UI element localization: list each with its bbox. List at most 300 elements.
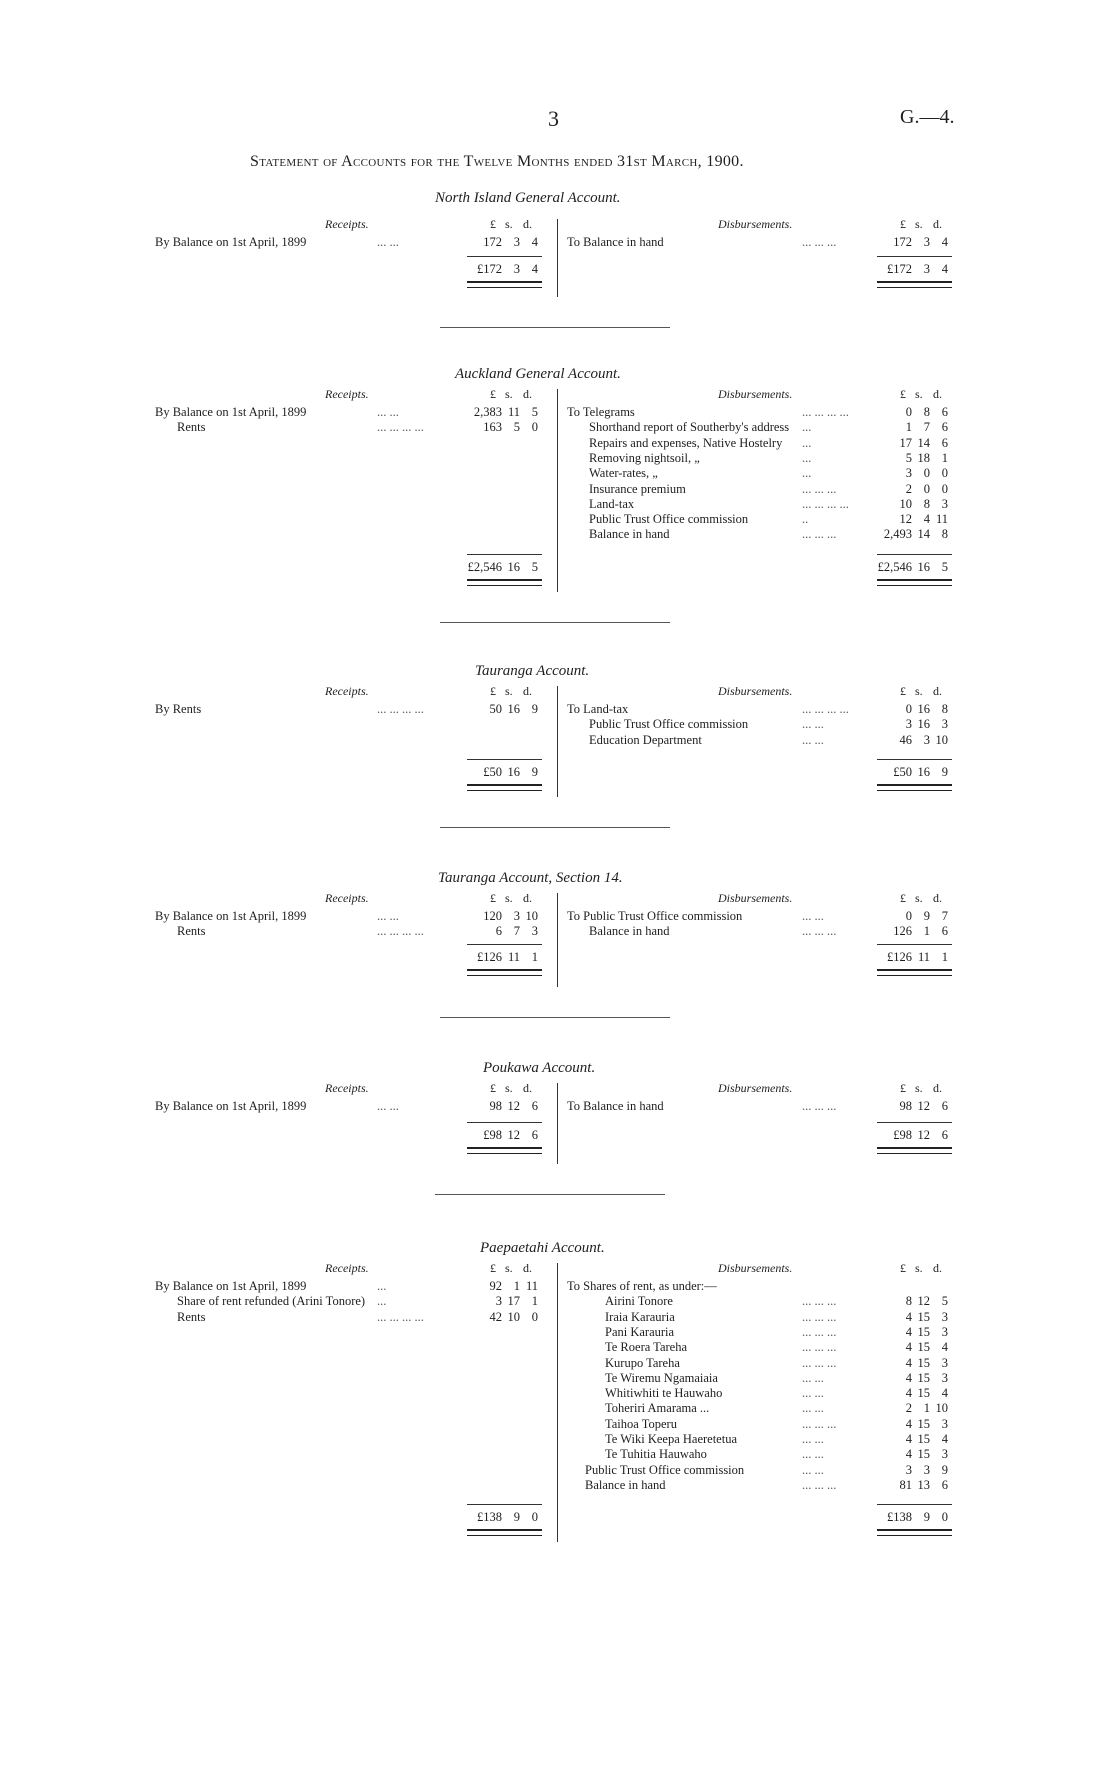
shillings-value: 14 bbox=[917, 435, 930, 450]
disbursements-pence-header: d. bbox=[933, 891, 942, 905]
disbursements-pound-header: £ bbox=[900, 217, 906, 231]
receipt-label: By Balance on 1st April, 1899 bbox=[155, 909, 307, 923]
disbursements-total-rule bbox=[877, 759, 952, 760]
shillings-value: 15 bbox=[917, 1447, 930, 1462]
disbursements-total-double-rule bbox=[877, 1147, 952, 1154]
disbursement-leader-dots: ... ... ... bbox=[802, 481, 837, 496]
disbursement-leader-dots: ... bbox=[802, 435, 812, 450]
disbursements-pence-header: d. bbox=[933, 1081, 942, 1095]
pounds-value: 5 bbox=[905, 450, 912, 465]
column-divider bbox=[557, 389, 558, 592]
pence-value: 9 bbox=[941, 765, 948, 779]
shillings-value: 7 bbox=[923, 420, 930, 435]
disbursement-label: Public Trust Office commission bbox=[585, 1462, 745, 1477]
disbursement-amount bbox=[872, 482, 948, 497]
pence-value: 4 bbox=[941, 1340, 948, 1355]
disbursement-leader-dots: ... ... ... bbox=[802, 1477, 837, 1492]
pounds-value: 120 bbox=[483, 909, 502, 923]
disbursement-label: Whitiwhiti te Hauwaho bbox=[605, 1386, 723, 1401]
receipts-header: Receipts. bbox=[325, 217, 369, 231]
disbursement-label: Land-tax bbox=[589, 496, 635, 511]
shillings-value: 17 bbox=[507, 1294, 520, 1309]
receipt-label: By Balance on 1st April, 1899 bbox=[155, 405, 307, 419]
receipts-total-double-rule bbox=[467, 1147, 542, 1154]
column-divider bbox=[557, 893, 558, 987]
shillings-value: 15 bbox=[917, 1416, 930, 1431]
shillings-value: 3 bbox=[513, 909, 520, 923]
pounds-value: 2 bbox=[905, 481, 912, 496]
pence-value: 3 bbox=[941, 496, 948, 511]
shillings-value: 11 bbox=[917, 950, 930, 964]
pence-value: 6 bbox=[941, 1099, 948, 1113]
disbursement-leader-dots: ... ... ... bbox=[802, 1416, 837, 1431]
disbursement-label: Iraia Karauria bbox=[605, 1309, 675, 1324]
receipts-shilling-header: s. bbox=[505, 387, 513, 401]
disbursement-amount bbox=[872, 451, 948, 466]
pence-value: 0 bbox=[531, 1510, 538, 1524]
statement-title: Statement of Accounts for the Twelve Months ended 31st March, 1900. bbox=[250, 153, 744, 170]
disbursement-label: Airini Tonore bbox=[605, 1294, 673, 1309]
pounds-value: £50 bbox=[893, 765, 912, 779]
shillings-value: 15 bbox=[917, 1386, 930, 1401]
disbursement-amount bbox=[872, 466, 948, 481]
disbursement-leader-dots: ... ... ... bbox=[802, 924, 837, 939]
disbursement-leader-dots: ... ... bbox=[802, 1370, 824, 1385]
disbursement-amount bbox=[872, 1340, 948, 1355]
disbursement-leader-dots: ... ... ... bbox=[802, 1099, 837, 1113]
pounds-value: 12 bbox=[899, 512, 912, 527]
receipts-total bbox=[462, 950, 538, 965]
shillings-value: 15 bbox=[917, 1324, 930, 1339]
receipts-pound-header: £ bbox=[490, 1261, 496, 1275]
pounds-value: 10 bbox=[899, 496, 912, 511]
disbursement-amount bbox=[872, 420, 948, 435]
pence-value: 0 bbox=[941, 1510, 948, 1524]
shillings-value: 18 bbox=[917, 450, 930, 465]
disbursement-amount bbox=[872, 1356, 948, 1371]
pounds-value: 0 bbox=[905, 702, 912, 716]
disbursement-amount bbox=[872, 1478, 948, 1493]
pence-value: 10 bbox=[935, 732, 948, 747]
disbursement-amount bbox=[872, 1371, 948, 1386]
pence-value: 1 bbox=[531, 1294, 538, 1309]
disbursement-leader-dots: ... ... bbox=[802, 1432, 824, 1446]
pounds-value: 4 bbox=[905, 1355, 912, 1370]
shillings-value: 15 bbox=[917, 1432, 930, 1446]
shillings-value: 3 bbox=[923, 1462, 930, 1477]
pounds-value: 4 bbox=[905, 1309, 912, 1324]
shillings-value: 8 bbox=[923, 405, 930, 419]
receipt-label: By Balance on 1st April, 1899 bbox=[155, 1279, 307, 1293]
disbursement-amount bbox=[872, 1310, 948, 1325]
disbursement-leader-dots: ... ... bbox=[802, 717, 824, 732]
receipt-amount bbox=[462, 1279, 538, 1294]
receipt-amount bbox=[462, 909, 538, 924]
pence-value: 6 bbox=[531, 1128, 538, 1142]
disbursements-pence-header: d. bbox=[933, 387, 942, 401]
pounds-value: £98 bbox=[893, 1128, 912, 1142]
shillings-value: 12 bbox=[917, 1099, 930, 1113]
pence-value: 9 bbox=[941, 1462, 948, 1477]
pounds-value: 3 bbox=[905, 466, 912, 481]
shillings-value: 16 bbox=[917, 765, 930, 779]
disbursement-label: Education Department bbox=[589, 732, 702, 747]
pence-value: 6 bbox=[941, 405, 948, 419]
receipts-total bbox=[462, 560, 538, 575]
disbursement-label: Toheriri Amarama ... bbox=[605, 1401, 710, 1416]
section-separator bbox=[440, 622, 670, 623]
receipts-pence-header: d. bbox=[523, 891, 532, 905]
pence-value: 3 bbox=[941, 1370, 948, 1385]
disbursement-label: Pani Karauria bbox=[605, 1324, 675, 1339]
disbursement-amount bbox=[872, 1401, 948, 1416]
disbursement-label: Removing nightsoil, „ bbox=[589, 450, 700, 465]
receipt-amount bbox=[462, 420, 538, 435]
receipts-pence-header: d. bbox=[523, 217, 532, 231]
disbursement-label: To Telegrams bbox=[567, 405, 635, 419]
pounds-value: 172 bbox=[893, 235, 912, 249]
account-title: Paepaetahi Account. bbox=[480, 1240, 605, 1256]
pence-value: 3 bbox=[531, 924, 538, 939]
disbursement-label: Balance in hand bbox=[589, 527, 670, 542]
disbursement-amount bbox=[872, 497, 948, 512]
receipts-total bbox=[462, 262, 538, 277]
shillings-value: 3 bbox=[513, 262, 520, 276]
disbursements-pound-header: £ bbox=[900, 684, 906, 698]
disbursement-leader-dots: ... bbox=[802, 450, 812, 465]
disbursement-label: Te Wiremu Ngamaiaia bbox=[605, 1370, 718, 1385]
pounds-value: £172 bbox=[887, 262, 912, 276]
disbursements-total-rule bbox=[877, 944, 952, 945]
receipt-leader-dots: ... bbox=[377, 1294, 387, 1309]
pounds-value: £126 bbox=[887, 950, 912, 964]
receipt-leader-dots: ... ... ... ... bbox=[377, 924, 424, 939]
pounds-value: 0 bbox=[905, 405, 912, 419]
receipts-total-double-rule bbox=[467, 579, 542, 586]
receipts-total-rule bbox=[467, 1504, 542, 1505]
pounds-value: 2 bbox=[905, 1401, 912, 1416]
disbursements-pound-header: £ bbox=[900, 891, 906, 905]
disbursements-shilling-header: s. bbox=[915, 217, 923, 231]
disbursement-amount bbox=[872, 512, 948, 527]
disbursement-leader-dots: ... ... bbox=[802, 1462, 824, 1477]
pence-value: 9 bbox=[531, 765, 538, 779]
account-title: North Island General Account. bbox=[435, 190, 621, 206]
shillings-value: 11 bbox=[507, 950, 520, 964]
pounds-value: 3 bbox=[905, 1462, 912, 1477]
disbursements-total-rule bbox=[877, 1122, 952, 1123]
pounds-value: 6 bbox=[495, 924, 502, 939]
receipt-amount bbox=[462, 1099, 538, 1114]
pounds-value: 4 bbox=[905, 1324, 912, 1339]
disbursement-label: Balance in hand bbox=[585, 1477, 666, 1492]
disbursement-label: Insurance premium bbox=[589, 481, 686, 496]
disbursement-leader-dots: ... ... ... bbox=[802, 527, 837, 542]
disbursement-amount bbox=[872, 1099, 948, 1114]
disbursements-header: Disbursements. bbox=[718, 684, 793, 698]
receipt-amount bbox=[462, 702, 538, 717]
disbursement-label: To Balance in hand bbox=[567, 235, 664, 249]
receipt-amount bbox=[462, 235, 538, 250]
pounds-value: 81 bbox=[899, 1477, 912, 1492]
pence-value: 3 bbox=[941, 717, 948, 732]
pounds-value: 92 bbox=[489, 1279, 502, 1293]
receipts-total bbox=[462, 765, 538, 780]
pence-value: 4 bbox=[941, 235, 948, 249]
pounds-value: 8 bbox=[905, 1294, 912, 1309]
pence-value: 1 bbox=[941, 950, 948, 964]
receipt-leader-dots: ... ... ... ... bbox=[377, 702, 424, 716]
pence-value: 11 bbox=[525, 1279, 538, 1293]
account-title: Poukawa Account. bbox=[483, 1060, 596, 1076]
disbursement-leader-dots: ... ... ... ... bbox=[802, 496, 849, 511]
shillings-value: 12 bbox=[917, 1128, 930, 1142]
receipts-total-double-rule bbox=[467, 969, 542, 976]
shillings-value: 3 bbox=[923, 732, 930, 747]
shillings-value: 15 bbox=[917, 1355, 930, 1370]
receipts-total-rule bbox=[467, 256, 542, 257]
pence-value: 3 bbox=[941, 1324, 948, 1339]
disbursement-leader-dots: ... ... bbox=[802, 732, 824, 747]
shillings-value: 3 bbox=[923, 262, 930, 276]
disbursement-label: Kurupo Tareha bbox=[605, 1355, 680, 1370]
disbursements-header: Disbursements. bbox=[718, 891, 793, 905]
disbursement-label: To Land-tax bbox=[567, 702, 629, 716]
pounds-value: 126 bbox=[893, 924, 912, 939]
disbursement-amount bbox=[872, 405, 948, 420]
disbursement-label: Public Trust Office commission bbox=[589, 717, 749, 732]
disbursements-total bbox=[872, 1128, 948, 1143]
disbursement-amount bbox=[872, 924, 948, 939]
shillings-value: 16 bbox=[507, 702, 520, 716]
shillings-value: 12 bbox=[917, 1294, 930, 1309]
pounds-value: £138 bbox=[477, 1510, 502, 1524]
disbursement-amount bbox=[872, 717, 948, 732]
pence-value: 1 bbox=[531, 950, 538, 964]
shillings-value: 16 bbox=[507, 560, 520, 574]
disbursement-leader-dots: ... ... ... bbox=[802, 1340, 837, 1355]
disbursement-label: Public Trust Office commission bbox=[589, 512, 749, 527]
receipt-amount bbox=[462, 405, 538, 420]
column-divider bbox=[557, 1083, 558, 1164]
pounds-value: 1 bbox=[905, 420, 912, 435]
pence-value: 3 bbox=[941, 1309, 948, 1324]
pounds-value: £2,546 bbox=[877, 560, 912, 574]
pence-value: 3 bbox=[941, 1416, 948, 1431]
receipts-shilling-header: s. bbox=[505, 891, 513, 905]
disbursement-leader-dots: ... ... bbox=[802, 1401, 824, 1416]
shillings-value: 5 bbox=[513, 420, 520, 435]
account-title: Tauranga Account, Section 14. bbox=[438, 870, 623, 886]
disbursements-shilling-header: s. bbox=[915, 387, 923, 401]
section-separator bbox=[440, 327, 670, 328]
receipts-shilling-header: s. bbox=[505, 1081, 513, 1095]
disbursements-shilling-header: s. bbox=[915, 1081, 923, 1095]
disbursement-leader-dots: ... ... ... ... bbox=[802, 405, 849, 419]
receipt-leader-dots: ... ... bbox=[377, 405, 399, 419]
pounds-value: 98 bbox=[899, 1099, 912, 1113]
pence-value: 6 bbox=[941, 435, 948, 450]
disbursements-header: Disbursements. bbox=[718, 217, 793, 231]
receipts-shilling-header: s. bbox=[505, 217, 513, 231]
receipt-label: By Rents bbox=[155, 702, 202, 716]
receipts-pence-header: d. bbox=[523, 684, 532, 698]
receipt-leader-dots: ... ... ... ... bbox=[377, 1309, 424, 1324]
disbursement-label: To Public Trust Office commission bbox=[567, 909, 743, 923]
disbursements-header: Disbursements. bbox=[718, 1261, 793, 1275]
disbursement-leader-dots: ... ... ... bbox=[802, 1309, 837, 1324]
receipts-total bbox=[462, 1128, 538, 1143]
disbursement-leader-dots: ... bbox=[802, 420, 812, 435]
disbursement-amount bbox=[872, 235, 948, 250]
pence-value: 6 bbox=[941, 420, 948, 435]
disbursement-leader-dots: .. bbox=[802, 512, 809, 527]
disbursements-shilling-header: s. bbox=[915, 1261, 923, 1275]
disbursement-amount bbox=[872, 1386, 948, 1401]
pounds-value: 17 bbox=[899, 435, 912, 450]
disbursement-label: Te Tuhitia Hauwaho bbox=[605, 1447, 707, 1462]
pence-value: 6 bbox=[941, 1128, 948, 1142]
shillings-value: 14 bbox=[917, 527, 930, 542]
disbursement-label: To Balance in hand bbox=[567, 1099, 664, 1113]
disbursements-total-double-rule bbox=[877, 969, 952, 976]
disbursements-total-rule bbox=[877, 256, 952, 257]
disbursement-leader-dots: ... ... ... bbox=[802, 1324, 837, 1339]
account-title: Auckland General Account. bbox=[455, 366, 621, 382]
receipts-pence-header: d. bbox=[523, 387, 532, 401]
shillings-value: 7 bbox=[513, 924, 520, 939]
column-divider bbox=[557, 1263, 558, 1542]
disbursement-label: Te Wiki Keepa Haeretetua bbox=[605, 1432, 738, 1446]
pounds-value: 42 bbox=[489, 1309, 502, 1324]
receipt-label: Rents bbox=[177, 924, 206, 939]
pounds-value: 50 bbox=[489, 702, 502, 716]
document-reference: G.—4. bbox=[900, 106, 955, 128]
shillings-value: 16 bbox=[917, 702, 930, 716]
receipts-pound-header: £ bbox=[490, 684, 496, 698]
disbursement-leader-dots: ... ... ... bbox=[802, 235, 837, 249]
shillings-value: 0 bbox=[923, 481, 930, 496]
disbursement-leader-dots: ... ... bbox=[802, 909, 824, 923]
account-title: Tauranga Account. bbox=[475, 663, 590, 679]
shillings-value: 9 bbox=[923, 909, 930, 923]
receipts-total-rule bbox=[467, 759, 542, 760]
pence-value: 5 bbox=[941, 560, 948, 574]
disbursements-total-rule bbox=[877, 1504, 952, 1505]
disbursements-pence-header: d. bbox=[933, 1261, 942, 1275]
pounds-value: 98 bbox=[489, 1099, 502, 1113]
receipts-total-double-rule bbox=[467, 281, 542, 288]
pence-value: 0 bbox=[531, 420, 538, 435]
receipts-header: Receipts. bbox=[325, 1261, 369, 1275]
pounds-value: 2,493 bbox=[883, 527, 912, 542]
pence-value: 3 bbox=[941, 1355, 948, 1370]
pence-value: 9 bbox=[531, 702, 538, 716]
pounds-value: 172 bbox=[483, 235, 502, 249]
shillings-value: 11 bbox=[507, 405, 520, 419]
receipt-label: Rents bbox=[177, 1309, 206, 1324]
pounds-value: 3 bbox=[495, 1294, 502, 1309]
disbursements-pence-header: d. bbox=[933, 684, 942, 698]
pounds-value: 0 bbox=[905, 909, 912, 923]
pence-value: 10 bbox=[935, 1401, 948, 1416]
pence-value: 8 bbox=[941, 527, 948, 542]
pence-value: 7 bbox=[941, 909, 948, 923]
shillings-value: 12 bbox=[507, 1128, 520, 1142]
receipts-total-double-rule bbox=[467, 1529, 542, 1536]
pounds-value: 4 bbox=[905, 1340, 912, 1355]
shillings-value: 16 bbox=[917, 717, 930, 732]
disbursements-total bbox=[872, 765, 948, 780]
receipt-label: Share of rent refunded (Arini Tonore) bbox=[177, 1294, 366, 1309]
shillings-value: 16 bbox=[507, 765, 520, 779]
pounds-value: £126 bbox=[477, 950, 502, 964]
disbursements-shilling-header: s. bbox=[915, 891, 923, 905]
receipts-shilling-header: s. bbox=[505, 1261, 513, 1275]
receipt-leader-dots: ... ... ... ... bbox=[377, 420, 424, 435]
pence-value: 4 bbox=[941, 262, 948, 276]
receipts-header: Receipts. bbox=[325, 1081, 369, 1095]
disbursements-total bbox=[872, 560, 948, 575]
pounds-value: 46 bbox=[899, 732, 912, 747]
receipts-header: Receipts. bbox=[325, 387, 369, 401]
shillings-value: 1 bbox=[923, 924, 930, 939]
receipts-pound-header: £ bbox=[490, 217, 496, 231]
shillings-value: 1 bbox=[923, 1401, 930, 1416]
pence-value: 0 bbox=[531, 1309, 538, 1324]
shillings-value: 3 bbox=[923, 235, 930, 249]
disbursement-label: Balance in hand bbox=[589, 924, 670, 939]
disbursement-amount bbox=[872, 1447, 948, 1462]
pence-value: 6 bbox=[941, 924, 948, 939]
pounds-value: 4 bbox=[905, 1386, 912, 1401]
pounds-value: 163 bbox=[483, 420, 502, 435]
disbursements-shilling-header: s. bbox=[915, 684, 923, 698]
receipts-total-rule bbox=[467, 554, 542, 555]
receipt-label: By Balance on 1st April, 1899 bbox=[155, 1099, 307, 1113]
shillings-value: 15 bbox=[917, 1309, 930, 1324]
receipts-pound-header: £ bbox=[490, 387, 496, 401]
disbursements-pound-header: £ bbox=[900, 1261, 906, 1275]
pounds-value: 4 bbox=[905, 1447, 912, 1462]
pence-value: 6 bbox=[531, 1099, 538, 1113]
receipts-pound-header: £ bbox=[490, 891, 496, 905]
disbursement-amount bbox=[872, 1463, 948, 1478]
disbursements-total-rule bbox=[877, 554, 952, 555]
receipts-header: Receipts. bbox=[325, 684, 369, 698]
pounds-value: £2,546 bbox=[467, 560, 502, 574]
disbursement-leader-dots: ... ... ... ... bbox=[802, 702, 849, 716]
disbursements-total-double-rule bbox=[877, 784, 952, 791]
disbursements-total-double-rule bbox=[877, 281, 952, 288]
disbursement-amount bbox=[872, 436, 948, 451]
section-separator bbox=[440, 827, 670, 828]
disbursement-amount bbox=[872, 1325, 948, 1340]
receipt-amount bbox=[462, 1310, 538, 1325]
pence-value: 4 bbox=[941, 1386, 948, 1401]
disbursement-label: Water-rates, „ bbox=[589, 466, 658, 481]
receipts-header: Receipts. bbox=[325, 891, 369, 905]
section-separator bbox=[440, 1017, 670, 1018]
disbursement-leader-dots: ... ... ... bbox=[802, 1294, 837, 1309]
pence-value: 3 bbox=[941, 1447, 948, 1462]
shillings-value: 15 bbox=[917, 1340, 930, 1355]
receipt-leader-dots: ... ... bbox=[377, 909, 399, 923]
disbursement-leader-dots: ... bbox=[802, 466, 812, 481]
disbursement-amount bbox=[872, 1432, 948, 1447]
pounds-value: 4 bbox=[905, 1416, 912, 1431]
pounds-value: 4 bbox=[905, 1370, 912, 1385]
